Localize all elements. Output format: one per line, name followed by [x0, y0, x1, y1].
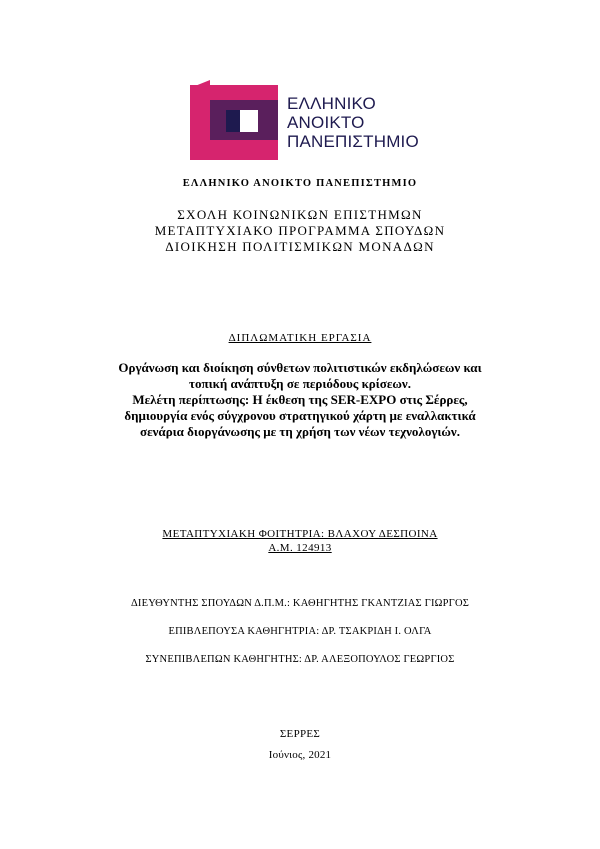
supervisor: ΕΠΙΒΛΕΠΟΥΣΑ ΚΑΘΗΓΗΤΡΙΑ: ΔΡ. ΤΣΑΚΡΙΔΗ Ι. ΟΛΓΑ: [168, 626, 432, 637]
student-info: [0, 527, 600, 555]
title-line: τοπική ανάπτυξη σε περιόδους κρίσεων.: [189, 376, 411, 391]
logo-line: ΕΛΛΗΝΙΚΟ: [287, 94, 376, 113]
department-line: ΔΙΟΙΚΗΣΗ ΠΟΛΙΤΙΣΜΙΚΩΝ ΜΟΝΑΔΩΝ: [165, 239, 435, 254]
program-director: ΔΙΕΥΘΥΝΤΗΣ ΣΠΟΥΔΩΝ Δ.Π.Μ.: ΚΑΘΗΓΗΤΗΣ ΓΚΑΝΤΖΙΑΣ ΓΙΩΡΓΟΣ: [130, 598, 470, 609]
university-logo: [190, 80, 420, 160]
title-line: Μελέτη περίπτωσης: Η έκθεση της SER-EXPO στις Σέρρες,: [132, 392, 468, 407]
logo-wordmark: [287, 94, 419, 151]
title-line: Οργάνωση και διοίκηση σύνθετων πολιτιστικών εκδηλώσεων και: [118, 360, 482, 375]
school-line: ΣΧΟΛΗ ΚΟΙΝΩΝΙΚΩΝ ΕΠΙΣΤΗΜΩΝ: [177, 207, 423, 222]
title-line: σενάρια διοργάνωσης με τη χρήση των νέων τεχνολογιών.: [140, 424, 460, 439]
co-supervisor: ΣΥΝΕΠΙΒΛΕΠΩΝ ΚΑΘΗΓΗΤΗΣ: ΔΡ. ΑΛΕΞΟΠΟΥΛΟΣ ΓΕΩΡΓΙΟΣ: [145, 654, 455, 665]
student-name: ΜΕΤΑΠΤΥΧΙΑΚΗ ΦΟΙΤΗΤΡΙΑ: ΒΛΑΧΟΥ ΔΕΣΠΟΙΝΑ: [162, 528, 438, 540]
program-line: ΜΕΤΑΠΤΥΧΙΑΚΟ ΠΡΟΓΡΑΜΜΑ ΣΠΟΥΔΩΝ: [154, 223, 446, 238]
city: ΣΕΡΡΕΣ: [279, 728, 321, 740]
date: Ιούνιος, 2021: [268, 749, 332, 761]
open-university-logo-icon: [190, 80, 282, 160]
university-name: ΕΛΛΗΝΙΚΟ ΑΝΟΙΚΤΟ ΠΑΝΕΠΙΣΤΗΜΙΟ: [182, 178, 418, 189]
title-line: δημιουργία ενός σύγχρονου στρατηγικού χάρτη με εναλλακτικά: [124, 408, 476, 423]
logo-line: ΑΝΟΙΚΤΟ: [287, 113, 365, 132]
thesis-label: ΔΙΠΛΩΜΑΤΙΚΗ ΕΡΓΑΣΙΑ: [228, 332, 372, 344]
logo-line: ΠΑΝΕΠΙΣΤΗΜΙΟ: [287, 132, 419, 151]
student-am: Α.Μ. 124913: [268, 542, 332, 554]
school-program-block: [0, 207, 600, 255]
thesis-title: [0, 360, 600, 440]
